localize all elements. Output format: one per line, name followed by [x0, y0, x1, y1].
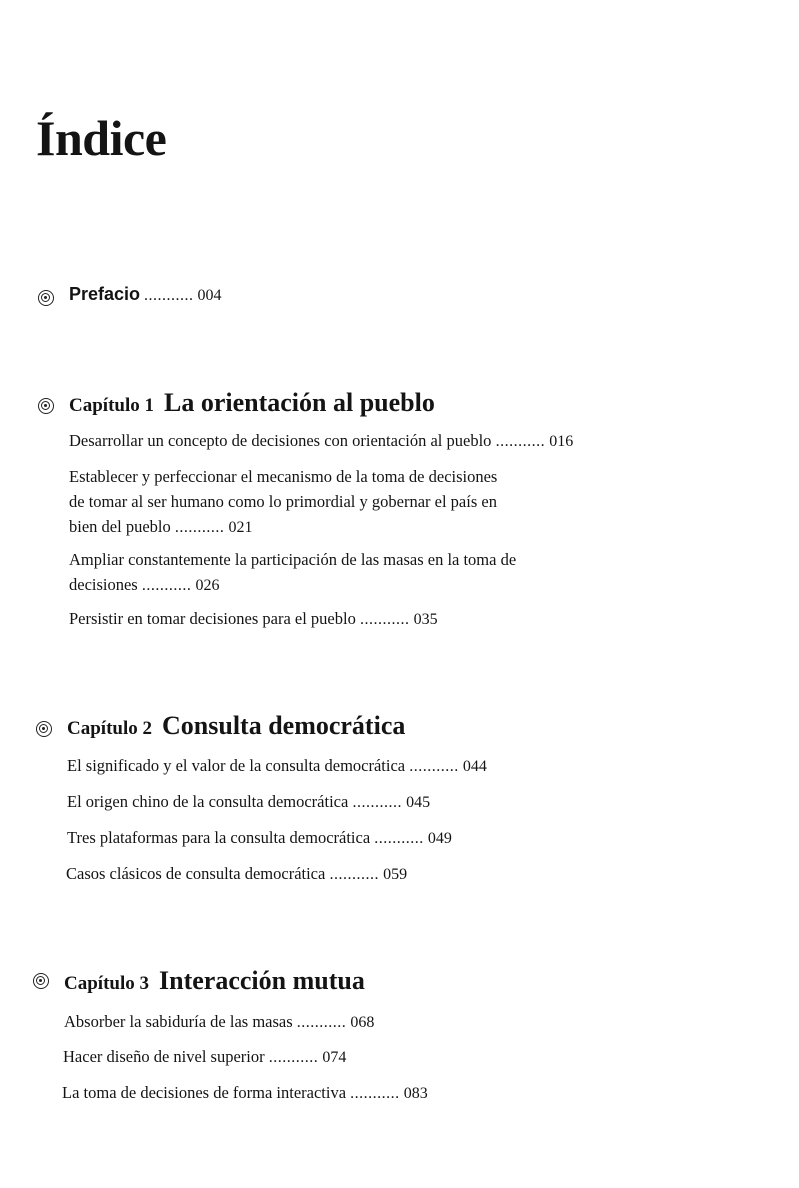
chapter-title: La orientación al pueblo — [164, 388, 435, 417]
chapter-title: Interacción mutua — [159, 966, 365, 995]
target-bullet-icon — [38, 398, 54, 414]
page-number: 068 — [350, 1014, 375, 1031]
page-number: 016 — [549, 433, 574, 450]
toc-entry[interactable] — [66, 861, 407, 887]
dot-leader: ........... — [144, 287, 194, 304]
toc-entry[interactable] — [64, 1009, 374, 1035]
dot-leader: ........... — [359, 611, 410, 628]
entry-text-last — [69, 514, 497, 540]
page-number: 083 — [403, 1085, 428, 1102]
dot-leader: ........... — [374, 830, 424, 847]
entry-text: Tres plataformas para la consulta democrática — [67, 828, 371, 847]
dot-leader: ........... — [296, 1014, 347, 1031]
page-number: 059 — [383, 866, 408, 883]
entry-text: El significado y el valor de la consulta democrática — [67, 756, 406, 775]
toc-entry[interactable] — [69, 547, 516, 598]
target-bullet-icon — [38, 290, 54, 306]
toc-entry[interactable] — [63, 1044, 346, 1070]
toc-entry[interactable] — [67, 789, 430, 815]
page-number: 026 — [195, 577, 220, 594]
entry-text: de tomar al ser humano como lo primordial y gobernar el país en — [69, 492, 497, 511]
chapter-label: Capítulo 1 — [69, 395, 154, 416]
page-title: Índice — [36, 110, 167, 166]
chapter-heading — [67, 711, 405, 741]
page-number: 045 — [406, 794, 431, 811]
chapter-label: Capítulo 2 — [67, 718, 152, 739]
entry-text: bien del pueblo — [69, 517, 171, 536]
entry-text: decisiones — [69, 575, 138, 594]
entry-text: Hacer diseño de nivel superior — [63, 1047, 265, 1066]
entry-text: Desarrollar un concepto de decisiones con orientación al pueblo — [69, 431, 492, 450]
dot-leader: ........... — [141, 577, 192, 594]
dot-leader: ........... — [174, 519, 225, 536]
entry-text: Ampliar constantemente la participación de las masas en la toma de — [69, 550, 517, 569]
target-bullet-icon — [36, 721, 52, 737]
page-number: 049 — [427, 830, 452, 847]
preface-heading — [69, 284, 222, 305]
entry-text: El origen chino de la consulta democrática — [67, 792, 349, 811]
entry-text: Casos clásicos de consulta democrática — [66, 864, 326, 883]
dot-leader: ........... — [268, 1049, 319, 1066]
toc-entry[interactable] — [69, 606, 438, 632]
chapter-title: Consulta democrática — [162, 711, 406, 740]
page-number: 074 — [322, 1049, 347, 1066]
toc-entry[interactable] — [67, 753, 487, 779]
dot-leader: ........... — [329, 866, 379, 883]
dot-leader: ........... — [495, 433, 546, 450]
entry-text: Persistir en tomar decisiones para el pueblo — [69, 609, 356, 628]
entry-text-last — [69, 572, 516, 598]
page-number: 044 — [462, 758, 487, 775]
toc-entry[interactable] — [62, 1080, 428, 1106]
page-number: 035 — [413, 611, 438, 628]
dot-leader: ........... — [350, 1085, 400, 1102]
toc-entry[interactable] — [69, 464, 497, 540]
chapter-label: Capítulo 3 — [64, 973, 149, 994]
toc-entry[interactable] — [67, 825, 452, 851]
chapter-heading — [64, 966, 365, 996]
chapter-heading — [69, 388, 435, 418]
dot-leader: ........... — [409, 758, 459, 775]
dot-leader: ........... — [352, 794, 402, 811]
toc-entry[interactable] — [69, 428, 573, 454]
entry-text: Absorber la sabiduría de las masas — [64, 1012, 293, 1031]
page-number: 004 — [197, 287, 222, 304]
page-number: 021 — [228, 519, 253, 536]
target-bullet-icon — [33, 973, 49, 989]
entry-text: Establecer y perfeccionar el mecanismo de la toma de decisiones — [69, 467, 498, 486]
entry-text: La toma de decisiones de forma interactiva — [62, 1083, 347, 1102]
preface-label: Prefacio — [69, 284, 141, 304]
